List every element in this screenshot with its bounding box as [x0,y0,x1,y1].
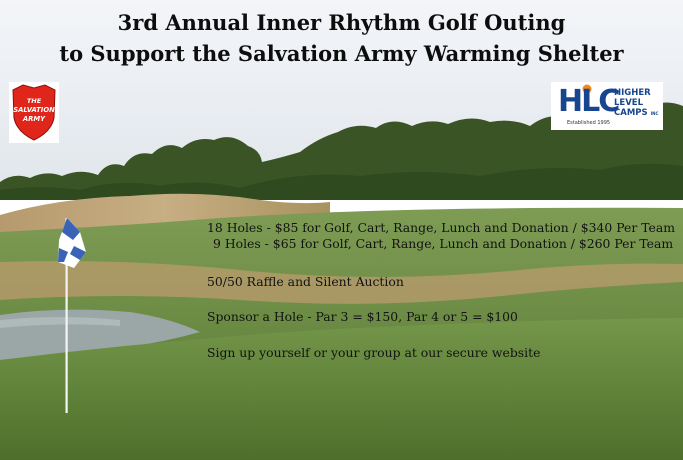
svg-text:ARMY: ARMY [22,115,46,123]
salvation-army-logo [9,82,59,143]
hlc-wordmark: HIGHER LEVEL CAMPS INC [614,88,659,118]
signup-info: Sign up yourself or your group at our secure website [207,345,541,360]
svg-text:THE: THE [26,97,42,105]
pricing-9-holes: 9 Holes - $65 for Golf, Cart, Range, Lunch and Donation / $260 Per Team [213,236,674,251]
higher-level-camps-logo [551,82,663,130]
hlc-established: Established 1995 [567,120,611,126]
pricing-18-holes: 18 Holes - $85 for Golf, Cart, Range, Lunch and Donation / $340 Per Team [207,220,675,235]
page-subtitle: to Support the Salvation Army Warming Shelter [59,41,624,66]
raffle-info: 50/50 Raffle and Silent Auction [207,274,404,289]
sponsor-info: Sponsor a Hole - Par 3 = $150, Par 4 or 5 = $100 [207,309,518,324]
page-title: 3rd Annual Inner Rhythm Golf Outing [117,10,566,35]
svg-text:SALVATION: SALVATION [13,106,55,114]
shield-icon [9,82,59,143]
hlc-letters: HLC [558,84,619,119]
